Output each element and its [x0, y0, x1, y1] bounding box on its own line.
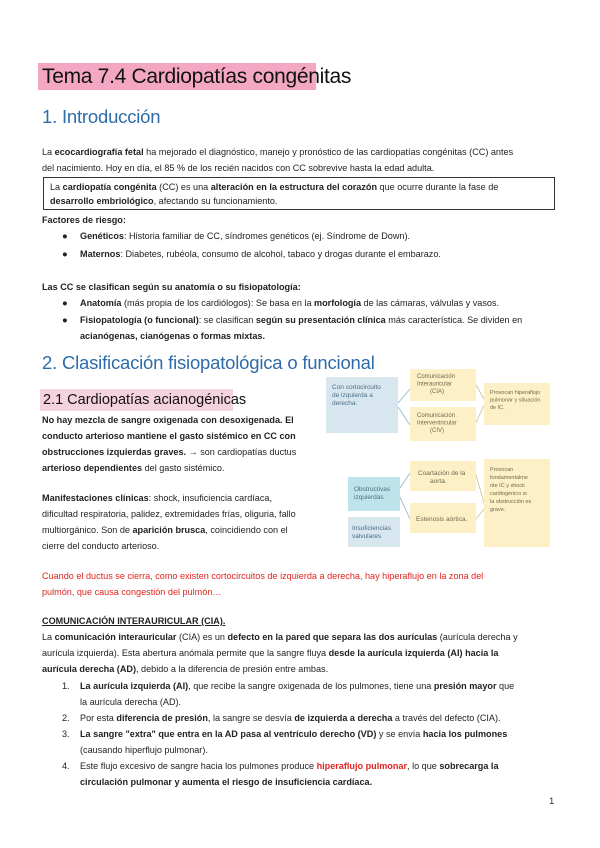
risk-factor-genetic: Genéticos: Historia familiar de CC, síndromes genéticos (ej. Síndrome de Down). — [80, 231, 411, 241]
svg-text:Provocan hiperaflujopulmonar y: Provocan hiperaflujo pulmonar y situación de IC. — [490, 390, 541, 411]
svg-text:Coartación de laaorta.: Coartación de la aorta. — [418, 470, 466, 485]
list-item: Este flujo excesivo de sangre hacia los pulmones produce hiperaflujo pulmonar, lo que sobrecarga la circulación pulmonar y aumenta el riesgo de insuficiencia cardíaca. — [80, 761, 499, 787]
cia-heading: COMUNICACIÓN INTERAURICULAR (CIA). — [42, 616, 226, 626]
ductus-closure-note: Cuando el ductus se cierra, como existen cortocircuitos de izquierda a derecha, hay hiperaflujo en la zona del pulmón, que causa congestión del pulmón… — [42, 571, 484, 597]
list-number: 4. — [62, 761, 70, 771]
intro-paragraph: La ecocardiografía fetal ha mejorado el diagnóstico, manejo y pronóstico de las cardiopatías congénitas (CC) antes del nacimiento. Hoy en día, el 85 % de los recién nacidos con CC sobrevive hasta la edad adulta. — [42, 147, 514, 173]
page-number: 1 — [549, 796, 555, 807]
svg-text:Provocanfundamentalmente IC y: Provocan fundamentalme nte IC y shock cardiogénico si la obstrucción es grave. — [490, 467, 532, 513]
clinical-manifestations: Manifestaciones clínicas: shock, insuficiencia cardíaca, dificultad respiratoria, palidez, extremidades frías, oliguria, fallo multiorgánico. Son de aparición brusca, coincidiendo con el cierre del conducto arterioso. — [42, 493, 296, 551]
svg-text:ComunicaciónInterventricular(C: Comunicación Interventricular (CIV) — [417, 413, 457, 434]
list-item: La aurícula izquierda (AI), que recibe la sangre oxigenada de los pulmones, tiene una presión mayor que la aurícula derecha (AD). — [80, 681, 515, 707]
classification-heading: Las CC se clasifican según su anatomía o su fisiopatología: — [42, 282, 301, 292]
bullet-icon: ● — [62, 231, 68, 242]
bullet-icon: ● — [62, 249, 68, 260]
list-number: 3. — [62, 729, 70, 739]
svg-text:Obstructivasizquierdas: Obstructivas izquierdas — [354, 486, 391, 501]
subsection-heading: 2.1 Cardiopatías acianogénicas — [40, 389, 233, 411]
svg-text:ComunicaciónInterauricular(CIA: Comunicación Interauricular (CIA) — [417, 374, 456, 395]
svg-text:Estenosis aórtica.: Estenosis aórtica. — [416, 516, 468, 523]
svg-text:Insuficienciasvalvulares: Insuficiencias valvulares — [352, 525, 392, 540]
risk-factor-maternal: Maternos: Diabetes, rubéola, consumo de alcohol, tabaco y drogas durante el embarazo. — [80, 249, 441, 259]
classification-diagram — [320, 363, 560, 558]
definition-box: La cardiopatía congénita (CC) es una alteración en la estructura del corazón que ocurre durante la fase de desarrollo embriológico, afectando su funcionamiento. — [43, 177, 555, 210]
list-item: La sangre "extra" que entra en la AD pasa al ventrículo derecho (VD) y se envía hacia los pulmones (causando hiperflujo pulmonar). — [80, 729, 508, 755]
bullet-icon: ● — [62, 315, 68, 326]
diagram-box-valvular — [348, 517, 400, 547]
classification-physiopathology: Fisiopatología (o funcional): se clasifican según su presentación clínica más característica. Se dividen en acianógenas, cianógenas o formas mixtas. — [80, 315, 523, 341]
risk-factors-heading: Factores de riesgo: — [42, 215, 126, 225]
acyanotic-intro: No hay mezcla de sangre oxigenada con desoxigenada. El conducto arterioso mantiene el gasto sistémico en CC con obstrucciones izquierdas graves. → son cardiopatías ductus arterioso dependientes del gasto sistémico. — [42, 415, 297, 473]
bullet-icon: ● — [62, 298, 68, 309]
section-2-heading: 2. Clasificación fisiopatológica o funcional — [42, 352, 375, 373]
list-number: 1. — [62, 681, 70, 691]
classification-anatomy: Anatomía (más propia de los cardiólogos): Se basa en la morfología de las cámaras, válvulas y vasos. — [80, 298, 499, 308]
list-item: Por esta diferencia de presión, la sangre se desvía de izquierda a derecha a través del defecto (CIA). — [80, 713, 501, 723]
section-1-heading: 1. Introducción — [42, 106, 161, 127]
cia-paragraph: La comunicación interauricular (CIA) es un defecto en la pared que separa las dos aurículas (aurícula derecha y aurícula izquierda). Esta abertura anómala permite que la sangre fluya desde la aurícula izquierda (AI) hacia la aurícula derecha (AD), debido a la diferencia de presión entre ambas. — [42, 632, 518, 674]
page-title: Tema 7.4 Cardiopatías congénitas — [38, 63, 316, 90]
svg-text:Con cortocircuitode izquierda: Con cortocircuito de izquierda a derecha: — [332, 384, 381, 407]
list-number: 2. — [62, 713, 70, 723]
